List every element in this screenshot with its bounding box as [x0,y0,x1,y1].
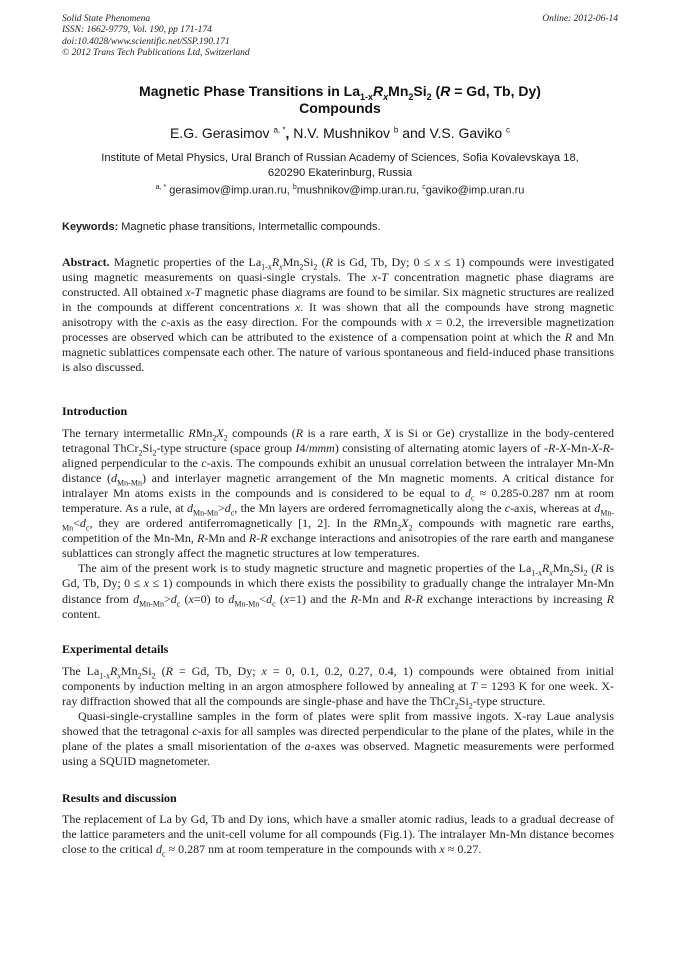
author-emails: $^{a, *}$ gerasimov@imp.uran.ru, $^b$mushnikov@imp.uran.ru, $^c$gaviko@imp.uran.ru [155,184,525,197]
paper-title: Magnetic Phase Transitions in $La_{1-x}R_xMn_2Si_2$ (R = Gd, Tb, Dy) Compounds [139,83,541,116]
introduction-text: The ternary intermetallic $RMn_2X_2$ compounds (R is a rare earth, X is Si or Ge) crystallize in the body-centered tetragonal $ThCr_2Si_2$-type structure (space group I4/mmm) consisting of alternating atomic layers of -R-X-Mn-X-R- aligned perpendicular to the c-axis. The compounds exhibit an unusual correlation between the intralayer Mn-Mn distance $(d_{Mn-Mn})$ and interlayer magnetic arrangement of the Mn magnetic moments. A critical distance for intralayer Mn atoms exists in the compounds and is considered to be equal to $d_c \approx 0.285-0.287$ nm at room temperature. As a rule, at $d_{Mn-Mn}>d_c$, the Mn layers are ordered ferromagnetically along the c-axis, whereas at $d_{Mn-Mn}<d_c$, they are ordered antiferromagnetically [1, 2]. In the $RMn_2X_2$ compounds with magnetic rare earths, competition of the Mn-Mn, R-Mn and R-R exchange interactions and anisotropies of the rare earth and manganese sublattices can strongly affect the magnetic structures at low temperatures. The aim of the present work is to study magnetic structure and magnetic properties of the $La_{1-x}R_xMn_2Si_2$ (R is Gd, Tb, Dy; 0 ≤ x ≤ 1) compounds in which there exists the possibility to gradually change the intralayer Mn-Mn distance from $d_{Mn-Mn}>d_c$ (x=0) to $d_{Mn-Mn}<d_c$ (x=1) and the R-Mn and R-R exchange interactions by increasing R content. [62,426,615,621]
issn: ISSN: 1662-9779, Vol. 190, pp 171-174 [62,25,212,36]
section-heading-experimental: Experimental details [62,642,169,656]
keywords: Keywords: Magnetic phase transitions, Intermetallic compounds. [62,221,381,233]
experimental-text: The $La_{1-x}R_xMn_2Si_2$ (R = Gd, Tb, Dy; x = 0, 0.1, 0.2, 0.27, 0.4, 1) compounds were obtained from initial components by induction melting in an argon atmosphere followed by annealing at T = 1293 K for one week. X-ray diffraction showed that all the compounds are single-phase and have the $ThCr_2Si_2$-type structure. Quasi-single-crystalline samples in the form of plates were split from massive ingots. X-ray Laue analysis showed that the tetragonal c-axis for all samples was directed perpendicular to the plane of the plates, while in the plane of the plates a small misorientation of the a-axes was observed. Magnetic measurements were performed using a SQUID magnetometer. [62,664,615,769]
online-date: Online: 2012-06-14 [542,14,618,24]
results-text: The replacement of La by Gd, Tb and Dy ions, which have a smaller atomic radius, leads to a gradual decrease of the lattice parameters and the unit-cell volume for all compounds (Fig.1). The intralayer Mn-Mn distance becomes close to the critical $d_c \approx 0.287$ nm at room temperature in the compounds with x ≈ 0.27. [62,812,614,859]
abstract: Abstract. Magnetic properties of the $La_{1-x}R_xMn_2Si_2$ (R is Gd, Tb, Dy; 0 ≤ x ≤ 1) compounds were investigated using magnetic measurements on quasi-single crystals. The x-T concentration magnetic phase diagrams are constructed. All obtained x-T magnetic phase diagrams are found to be similar. Six magnetic structures are realized in the compounds at different concentrations x. It was shown that all the compounds have strong magnetic anisotropy with the c-axis as the easy direction. For the compounds with x = 0.2, the irreversible magnetization processes are observed which can be attributed to the existence of a compensation point at which the R and Mn magnetic sublattices compensate each other. The nature of various spontaneous and field-induced phase transitions is also discussed. [62,255,614,375]
journal-header [62,14,618,60]
section-heading-results: Results and discussion [62,791,177,805]
copyright: © 2012 Trans Tech Publications Ltd, Switzerland [62,48,250,59]
affiliation: Institute of Metal Physics, Ural Branch of Russian Academy of Sciences, Sofia Kovalevskaya 18, 620290 Ekaterinburg, Russia [101,152,579,179]
doi: doi:10.4028/www.scientific.net/SSP.190.171 [62,36,230,47]
section-heading-introduction: Introduction [62,404,128,418]
journal-name: Solid State Phenomena [62,14,151,24]
author-list: E.G. Gerasimov $^{a, *}$, N.V. Mushnikov $^b$ and V.S. Gaviko $^c$ [169,125,511,141]
